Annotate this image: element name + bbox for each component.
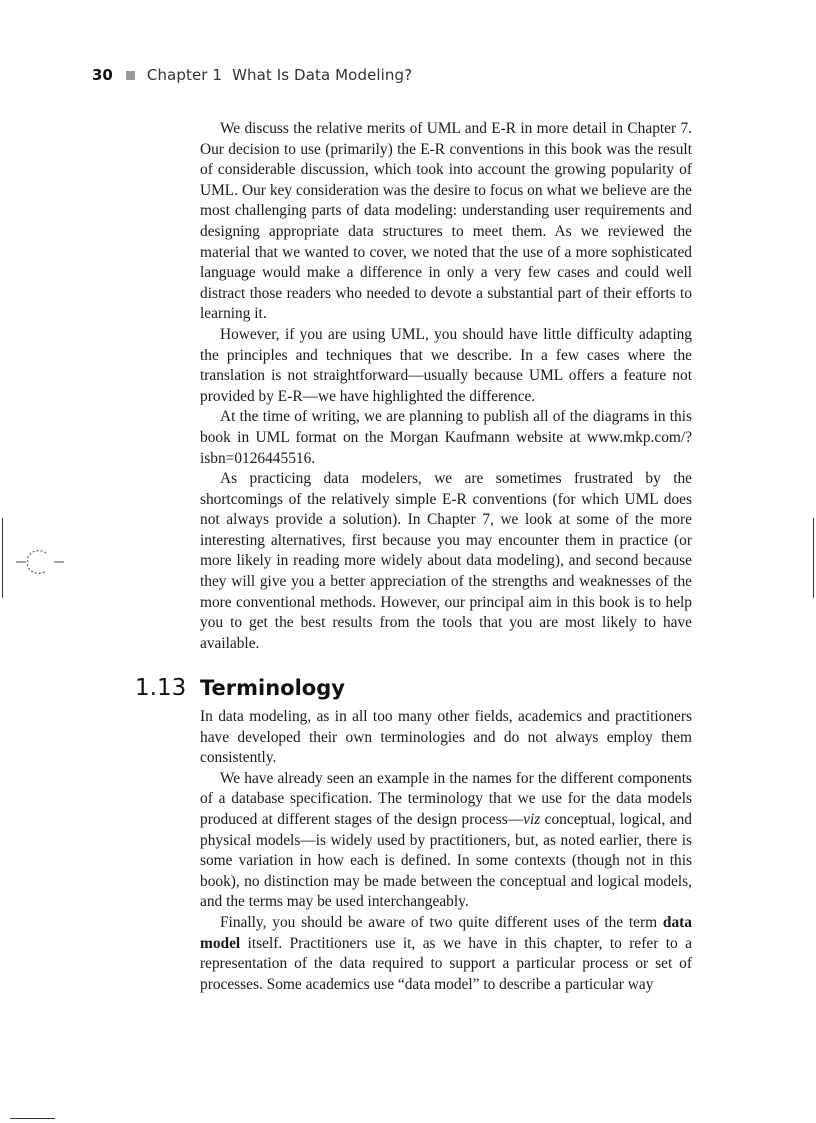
section-heading (135, 675, 345, 701)
section-number: 1.13 (135, 675, 187, 701)
crop-mark-bottom (10, 1118, 55, 1119)
paragraph (200, 769, 692, 913)
chapter-label: Chapter 1 (146, 66, 223, 84)
section-title: Terminology (200, 676, 345, 700)
body-text-block-1 (200, 119, 692, 654)
body-text-block-2 (200, 707, 692, 995)
paragraph: At the time of writing, we are planning to publish all of the diagrams in this book in UML format on the Morgan Kaufmann website at www.mkp.com/?isbn=0126445516. (200, 408, 692, 467)
paragraph (200, 913, 692, 995)
key-term: data model (200, 913, 692, 952)
paragraph-text: Finally, you should be aware of two quite different uses of the term (220, 913, 663, 931)
crop-mark-left (2, 518, 3, 598)
paragraph: We discuss the relative merits of UML and E-R in more detail in Chapter 7. Our decision to use (primarily) the E-R conventions in this book was the result of considerable discussion, which took into account the growing popularity of UML. Our key consideration was the desire to focus on what we believe are the most challenging parts of data modeling: understanding user requirements and designing appropriate data structures to meet them. As we reviewed the material that we wanted to cover, we noted that the use of a more sophisticated language would make a difference in only a very few cases and could well distract those readers who needed to devote a substantial part of their efforts to learning it. (200, 120, 692, 323)
crop-mark-right (813, 518, 814, 598)
square-bullet-icon (126, 71, 135, 80)
chapter-title: What Is Data Modeling? (232, 66, 413, 84)
italic-term: viz (523, 810, 541, 828)
paragraph-text: itself. Practitioners use it, as we have in this chapter, to refer to a representation of the data required to support a particular process or set of processes. Some academics use “data model” to describe a particular way (200, 934, 692, 993)
paragraph-text: conceptual, logical, and physical models—is widely used by practitioners, but, as noted earlier, there is some variation in how each is defined. In some contexts (though not in this book), no distinction may be made between the conceptual and logical models, and the terms may be used interchangeably. (200, 810, 692, 911)
page-number: 30 (92, 66, 113, 84)
paragraph: In data modeling, as in all too many other fields, academics and practitioners have developed their own terminologies and do not always employ them consistently. (200, 708, 692, 767)
paragraph: However, if you are using UML, you should have little difficulty adapting the principles and techniques that we describe. In a few cases where the translation is not straightforward—usually because UML offers a feature not provided by E-R—we have highlighted the difference. (200, 325, 692, 405)
paragraph: As practicing data modelers, we are sometimes frustrated by the shortcomings of the relatively simple E-R conventions (for which UML does not always provide a solution). In Chapter 7, we look at some of the more interesting alternatives, first because you may encounter them in practice (or more likely in reading more widely about data modeling), and second because they will give you a better appreciation of the strengths and weaknesses of the more conventional methods. However, our principal aim in this book is to help you to get the best results from the tools that you are most likely to have available. (200, 470, 692, 652)
paragraph-text: We have already seen an example in the names for the different components of a database specification. The terminology that we use for the data models produced at different stages of the design process— (200, 769, 692, 828)
running-head (92, 64, 412, 86)
registration-mark-icon (16, 548, 66, 576)
